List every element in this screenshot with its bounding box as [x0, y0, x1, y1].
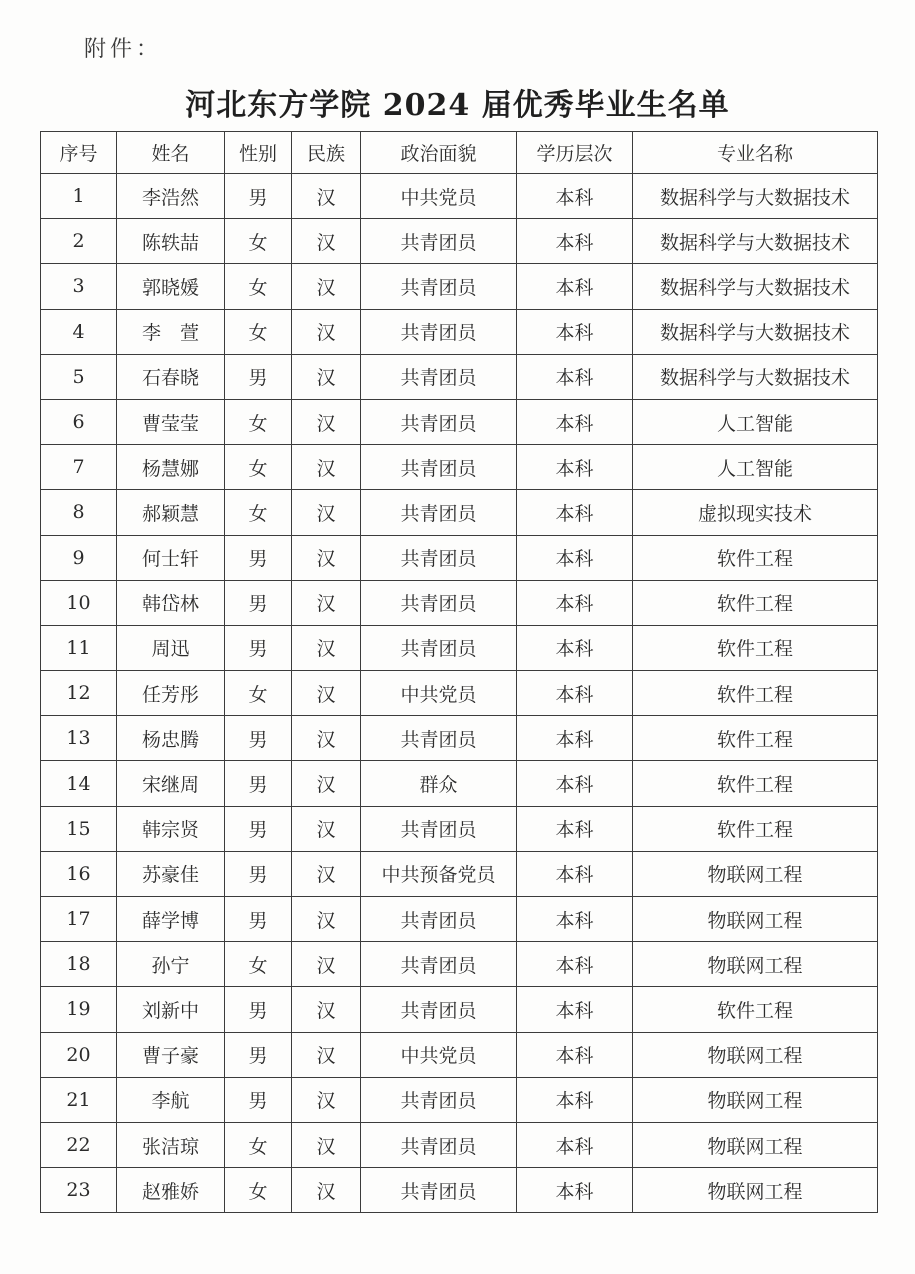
cell-major: 虚拟现实技术: [633, 490, 878, 535]
cell-education: 本科: [517, 219, 633, 264]
cell-ethnicity: 汉: [292, 716, 361, 761]
table-row: [41, 1122, 878, 1167]
cell-political: 共青团员: [361, 264, 517, 309]
cell-ethnicity: 汉: [292, 1122, 361, 1167]
cell-no: 20: [41, 1032, 117, 1077]
cell-no: 23: [41, 1168, 117, 1213]
header-name: 姓名: [117, 132, 225, 174]
cell-ethnicity: 汉: [292, 1032, 361, 1077]
table-header-row: [41, 132, 878, 174]
cell-political: 共青团员: [361, 625, 517, 670]
cell-education: 本科: [517, 580, 633, 625]
graduate-table: [40, 131, 878, 1213]
cell-ethnicity: 汉: [292, 851, 361, 896]
cell-political: 中共党员: [361, 1032, 517, 1077]
cell-gender: 男: [225, 716, 292, 761]
cell-name: 李航: [117, 1077, 225, 1122]
cell-no: 4: [41, 309, 117, 354]
cell-name: 赵雅娇: [117, 1168, 225, 1213]
cell-political: 共青团员: [361, 354, 517, 399]
table-row: [41, 264, 878, 309]
cell-major: 软件工程: [633, 716, 878, 761]
cell-gender: 男: [225, 354, 292, 399]
cell-gender: 男: [225, 806, 292, 851]
cell-no: 5: [41, 354, 117, 399]
cell-no: 22: [41, 1122, 117, 1167]
table-row: [41, 580, 878, 625]
table-row: [41, 851, 878, 896]
cell-ethnicity: 汉: [292, 671, 361, 716]
cell-ethnicity: 汉: [292, 309, 361, 354]
cell-major: 数据科学与大数据技术: [633, 174, 878, 219]
cell-no: 21: [41, 1077, 117, 1122]
cell-education: 本科: [517, 942, 633, 987]
cell-education: 本科: [517, 851, 633, 896]
cell-political: 中共党员: [361, 671, 517, 716]
cell-name: 郝颖慧: [117, 490, 225, 535]
cell-major: 物联网工程: [633, 851, 878, 896]
cell-name: 杨忠腾: [117, 716, 225, 761]
cell-no: 17: [41, 897, 117, 942]
cell-education: 本科: [517, 806, 633, 851]
cell-major: 数据科学与大数据技术: [633, 264, 878, 309]
cell-gender: 女: [225, 309, 292, 354]
cell-name: 孙宁: [117, 942, 225, 987]
cell-ethnicity: 汉: [292, 580, 361, 625]
header-ethnicity: 民族: [292, 132, 361, 174]
cell-no: 14: [41, 761, 117, 806]
cell-gender: 女: [225, 445, 292, 490]
table-row: [41, 490, 878, 535]
cell-political: 中共预备党员: [361, 851, 517, 896]
cell-gender: 男: [225, 897, 292, 942]
table-row: [41, 535, 878, 580]
cell-political: 共青团员: [361, 535, 517, 580]
table-row: [41, 1168, 878, 1213]
table-row: [41, 309, 878, 354]
cell-name: 曹莹莹: [117, 399, 225, 444]
cell-name: 苏豪佳: [117, 851, 225, 896]
cell-political: 共青团员: [361, 716, 517, 761]
cell-gender: 女: [225, 1122, 292, 1167]
cell-major: 软件工程: [633, 535, 878, 580]
cell-political: 共青团员: [361, 806, 517, 851]
cell-no: 18: [41, 942, 117, 987]
cell-education: 本科: [517, 671, 633, 716]
cell-political: 共青团员: [361, 1168, 517, 1213]
table-row: [41, 987, 878, 1032]
table-row: [41, 671, 878, 716]
cell-ethnicity: 汉: [292, 987, 361, 1032]
cell-gender: 男: [225, 987, 292, 1032]
cell-major: 人工智能: [633, 445, 878, 490]
cell-political: 共青团员: [361, 399, 517, 444]
cell-no: 8: [41, 490, 117, 535]
cell-education: 本科: [517, 1077, 633, 1122]
cell-political: 群众: [361, 761, 517, 806]
cell-gender: 男: [225, 580, 292, 625]
cell-major: 软件工程: [633, 671, 878, 716]
cell-political: 共青团员: [361, 942, 517, 987]
cell-education: 本科: [517, 1032, 633, 1077]
cell-major: 软件工程: [633, 580, 878, 625]
cell-major: 物联网工程: [633, 897, 878, 942]
cell-ethnicity: 汉: [292, 219, 361, 264]
table-row: [41, 897, 878, 942]
cell-ethnicity: 汉: [292, 490, 361, 535]
cell-name: 张洁琼: [117, 1122, 225, 1167]
cell-name: 刘新中: [117, 987, 225, 1032]
cell-political: 共青团员: [361, 309, 517, 354]
cell-political: 共青团员: [361, 987, 517, 1032]
cell-ethnicity: 汉: [292, 806, 361, 851]
cell-name: 任芳彤: [117, 671, 225, 716]
cell-major: 物联网工程: [633, 1168, 878, 1213]
cell-major: 软件工程: [633, 761, 878, 806]
cell-ethnicity: 汉: [292, 1168, 361, 1213]
table-row: [41, 219, 878, 264]
cell-gender: 女: [225, 264, 292, 309]
cell-education: 本科: [517, 264, 633, 309]
table-row: [41, 445, 878, 490]
cell-ethnicity: 汉: [292, 445, 361, 490]
cell-political: 中共党员: [361, 174, 517, 219]
cell-no: 19: [41, 987, 117, 1032]
cell-major: 物联网工程: [633, 1122, 878, 1167]
cell-gender: 女: [225, 399, 292, 444]
cell-name: 韩宗贤: [117, 806, 225, 851]
cell-education: 本科: [517, 716, 633, 761]
cell-major: 软件工程: [633, 987, 878, 1032]
cell-major: 物联网工程: [633, 1032, 878, 1077]
cell-major: 软件工程: [633, 806, 878, 851]
cell-ethnicity: 汉: [292, 625, 361, 670]
cell-no: 6: [41, 399, 117, 444]
cell-gender: 女: [225, 219, 292, 264]
table-row: [41, 806, 878, 851]
cell-no: 12: [41, 671, 117, 716]
cell-no: 3: [41, 264, 117, 309]
cell-ethnicity: 汉: [292, 354, 361, 399]
cell-gender: 女: [225, 942, 292, 987]
table-row: [41, 625, 878, 670]
cell-no: 7: [41, 445, 117, 490]
cell-education: 本科: [517, 1168, 633, 1213]
cell-name: 周迅: [117, 625, 225, 670]
cell-political: 共青团员: [361, 445, 517, 490]
cell-political: 共青团员: [361, 897, 517, 942]
cell-education: 本科: [517, 309, 633, 354]
table-row: [41, 1032, 878, 1077]
cell-no: 9: [41, 535, 117, 580]
cell-education: 本科: [517, 535, 633, 580]
cell-education: 本科: [517, 445, 633, 490]
cell-major: 数据科学与大数据技术: [633, 219, 878, 264]
cell-gender: 女: [225, 490, 292, 535]
cell-gender: 男: [225, 174, 292, 219]
cell-name: 薛学博: [117, 897, 225, 942]
cell-major: 数据科学与大数据技术: [633, 309, 878, 354]
table-row: [41, 761, 878, 806]
cell-political: 共青团员: [361, 1122, 517, 1167]
cell-name: 石春晓: [117, 354, 225, 399]
cell-gender: 男: [225, 851, 292, 896]
cell-major: 物联网工程: [633, 942, 878, 987]
cell-ethnicity: 汉: [292, 897, 361, 942]
cell-gender: 女: [225, 1168, 292, 1213]
cell-ethnicity: 汉: [292, 1077, 361, 1122]
header-major: 专业名称: [633, 132, 878, 174]
cell-political: 共青团员: [361, 490, 517, 535]
cell-major: 物联网工程: [633, 1077, 878, 1122]
table-row: [41, 716, 878, 761]
cell-ethnicity: 汉: [292, 174, 361, 219]
cell-name: 陈轶喆: [117, 219, 225, 264]
cell-education: 本科: [517, 897, 633, 942]
cell-name: 郭晓媛: [117, 264, 225, 309]
cell-no: 15: [41, 806, 117, 851]
cell-major: 数据科学与大数据技术: [633, 354, 878, 399]
cell-political: 共青团员: [361, 1077, 517, 1122]
page-title: 河北东方学院 2024 届优秀毕业生名单: [185, 88, 730, 123]
cell-education: 本科: [517, 399, 633, 444]
cell-no: 11: [41, 625, 117, 670]
table-row: [41, 354, 878, 399]
header-no: 序号: [41, 132, 117, 174]
table-row: [41, 399, 878, 444]
cell-no: 10: [41, 580, 117, 625]
cell-name: 曹子豪: [117, 1032, 225, 1077]
cell-gender: 男: [225, 761, 292, 806]
cell-gender: 男: [225, 1032, 292, 1077]
header-political: 政治面貌: [361, 132, 517, 174]
attachment-label: 附件：: [84, 37, 163, 62]
cell-gender: 男: [225, 535, 292, 580]
cell-gender: 男: [225, 1077, 292, 1122]
table-body: [41, 174, 878, 1213]
cell-ethnicity: 汉: [292, 535, 361, 580]
cell-name: 李浩然: [117, 174, 225, 219]
cell-name: 李 萱: [117, 309, 225, 354]
cell-political: 共青团员: [361, 219, 517, 264]
cell-ethnicity: 汉: [292, 399, 361, 444]
cell-education: 本科: [517, 625, 633, 670]
cell-name: 何士轩: [117, 535, 225, 580]
cell-name: 韩岱林: [117, 580, 225, 625]
cell-ethnicity: 汉: [292, 264, 361, 309]
cell-no: 1: [41, 174, 117, 219]
cell-ethnicity: 汉: [292, 761, 361, 806]
table-row: [41, 942, 878, 987]
cell-ethnicity: 汉: [292, 942, 361, 987]
cell-no: 16: [41, 851, 117, 896]
cell-major: 人工智能: [633, 399, 878, 444]
cell-no: 2: [41, 219, 117, 264]
header-gender: 性别: [225, 132, 292, 174]
cell-no: 13: [41, 716, 117, 761]
cell-education: 本科: [517, 490, 633, 535]
header-education: 学历层次: [517, 132, 633, 174]
cell-major: 软件工程: [633, 625, 878, 670]
cell-education: 本科: [517, 987, 633, 1032]
cell-name: 宋继周: [117, 761, 225, 806]
table-row: [41, 1077, 878, 1122]
cell-name: 杨慧娜: [117, 445, 225, 490]
cell-education: 本科: [517, 761, 633, 806]
cell-gender: 女: [225, 671, 292, 716]
cell-political: 共青团员: [361, 580, 517, 625]
cell-gender: 男: [225, 625, 292, 670]
cell-education: 本科: [517, 354, 633, 399]
table-row: [41, 174, 878, 219]
cell-education: 本科: [517, 1122, 633, 1167]
cell-education: 本科: [517, 174, 633, 219]
